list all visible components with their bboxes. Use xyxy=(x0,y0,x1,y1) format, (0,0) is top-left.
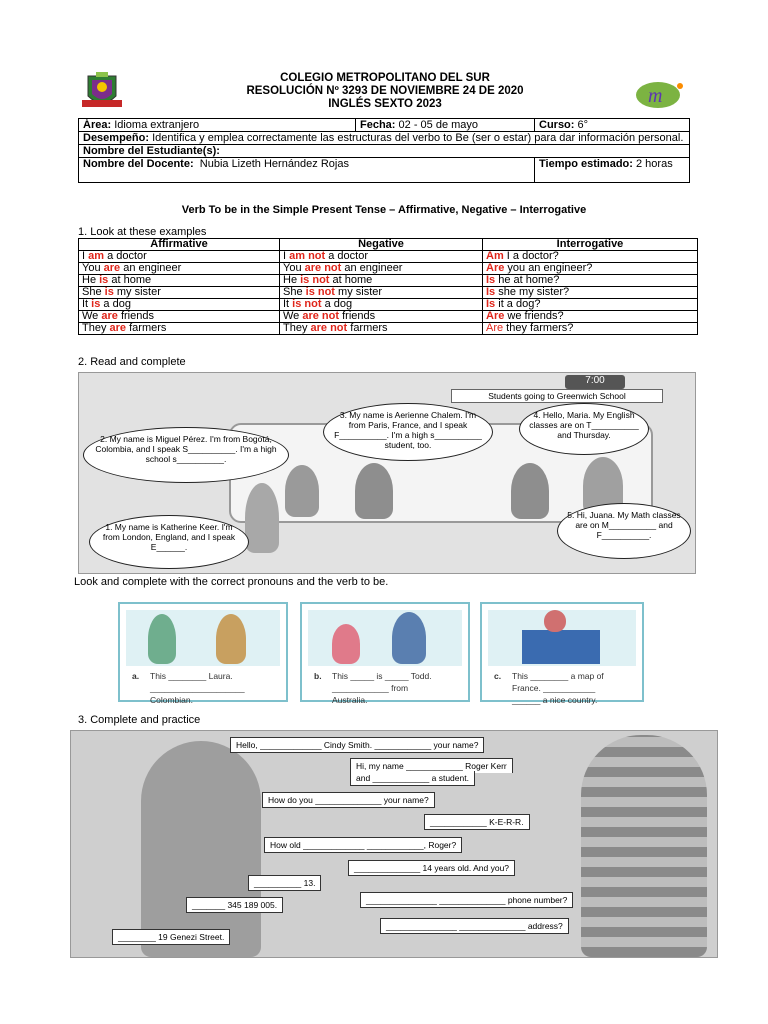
verb-text: Am xyxy=(486,250,504,262)
desempeno-value: Identifica y emplea correctamente las estructuras del verbo to Be (ser o estar) para dar información personal. xyxy=(152,132,684,144)
table-cell xyxy=(280,299,483,311)
subject-text: He xyxy=(283,274,301,286)
verb-text: Is xyxy=(486,274,496,286)
complement-text: they farmers? xyxy=(503,322,574,334)
table-cell xyxy=(280,311,483,323)
card-line: ______ a nice country. xyxy=(512,695,598,705)
table-cell xyxy=(483,251,698,263)
table-cell xyxy=(79,263,280,275)
table-cell xyxy=(79,275,280,287)
dialogue-line: Hi, my name ____________ Roger Kerr xyxy=(350,758,513,773)
girl-figure xyxy=(544,610,566,632)
subject-text: It xyxy=(82,298,92,310)
curso-value: 6° xyxy=(577,119,589,131)
desempeno-label: Desempeño: xyxy=(83,132,150,144)
verb-text: are not xyxy=(304,262,342,274)
bus-illustration xyxy=(78,372,696,574)
verb-text: Are xyxy=(486,322,504,334)
dialogue-line: __________ 13. xyxy=(248,875,321,891)
section-2-heading: 2. Read and complete xyxy=(78,356,186,368)
complement-text: she my sister? xyxy=(495,286,570,298)
dialogue-line: How do you ______________ your name? xyxy=(262,792,435,808)
speech-bubble-4: 4. Hello, Maria. My English classes are on T__________ and Thursday. xyxy=(519,403,649,455)
card-line: ____________ from xyxy=(332,683,409,693)
table-cell xyxy=(79,287,280,299)
clock-display: 7:00 xyxy=(565,375,625,389)
school-name: COLEGIO METROPOLITANO DEL SUR xyxy=(280,72,490,84)
boy-figure xyxy=(148,614,176,664)
verb-text: are not xyxy=(302,310,340,322)
fecha-label: Fecha: xyxy=(360,119,396,131)
complement-text: at home xyxy=(108,274,152,286)
picture-card-a xyxy=(118,602,288,705)
dialogue-line: _______ 345 189 005. xyxy=(186,897,283,913)
complement-text: it a dog? xyxy=(495,298,541,310)
student-figure xyxy=(285,465,319,517)
table-cell xyxy=(483,323,698,335)
sign-banner: Students going to Greenwich School xyxy=(451,389,663,403)
complement-text: at home xyxy=(329,274,373,286)
subject-text: They xyxy=(283,322,311,334)
complement-text: a doctor xyxy=(325,250,368,262)
subject-text: I xyxy=(283,250,290,262)
tiempo-label: Tiempo estimado: xyxy=(539,158,633,170)
card-line: This _____ is _____ Todd. xyxy=(332,671,432,681)
complement-text: a dog xyxy=(100,298,131,310)
boy-figure xyxy=(392,612,426,664)
table-cell xyxy=(79,251,280,263)
dialogue-line: How old _____________ ____________, Roger? xyxy=(264,837,462,853)
verb-text: is xyxy=(99,274,109,286)
verb-text: Is xyxy=(486,286,496,298)
verb-text: are xyxy=(103,262,121,274)
student-figure xyxy=(511,463,549,519)
area-label: Área: xyxy=(83,119,112,131)
subject-text: She xyxy=(82,286,105,298)
col-affirmative: Affirmative xyxy=(79,239,280,251)
verb-text: are not xyxy=(310,322,348,334)
table-cell xyxy=(280,287,483,299)
speech-bubble-3: 3. My name is Aerienne Chalem. I'm from Paris, France, and I speak F__________. I'm a high s__________ student, too. xyxy=(323,403,493,461)
france-map xyxy=(522,630,600,664)
verb-text: are xyxy=(101,310,118,322)
complement-text: I a doctor? xyxy=(503,250,559,262)
picture-card-c xyxy=(480,602,644,705)
table-row xyxy=(79,275,698,287)
svg-text:m: m xyxy=(648,85,663,107)
tiempo-value: 2 horas xyxy=(636,158,673,170)
section-3-heading: 3. Complete and practice xyxy=(78,714,201,726)
verb-text: is not xyxy=(300,274,330,286)
card-line: Colombian. xyxy=(150,695,193,705)
info-table xyxy=(78,118,690,183)
document-header xyxy=(150,72,620,111)
section-1-heading: 1. Look at these examples xyxy=(78,226,207,238)
complement-text: my sister xyxy=(334,286,383,298)
card-letter: b. xyxy=(314,671,322,681)
verb-text: is not xyxy=(305,286,335,298)
dialogue-line: ______________ 14 years old. And you? xyxy=(348,860,515,876)
complement-text: a dog xyxy=(321,298,353,310)
girl-figure xyxy=(141,741,261,957)
card-image xyxy=(488,610,636,666)
verb-text: Are xyxy=(486,310,505,322)
table-row xyxy=(79,323,698,335)
docente-value: Nubia Lizeth Hernández Rojas xyxy=(199,158,349,170)
card-line: Australia. xyxy=(332,695,368,705)
col-negative: Negative xyxy=(280,239,483,251)
subject-text: She xyxy=(283,286,306,298)
table-cell xyxy=(280,275,483,287)
lesson-title: Verb To be in the Simple Present Tense – Affirmative, Negative – Interrogative xyxy=(181,204,587,216)
table-cell xyxy=(280,323,483,335)
subject-text: We xyxy=(82,310,102,322)
card-line: This ________ a map of xyxy=(512,671,604,681)
speech-bubble-1: 1. My name is Katherine Keer. I'm from London, England, and I speak E______. xyxy=(89,515,249,569)
complement-text: an engineer xyxy=(120,262,182,274)
complement-text: we friends? xyxy=(504,310,564,322)
verb-text: is xyxy=(104,286,114,298)
examples-table xyxy=(78,238,698,335)
table-cell xyxy=(483,263,698,275)
card-image xyxy=(126,610,280,666)
table-cell xyxy=(280,263,483,275)
complement-text: a doctor xyxy=(104,250,147,262)
speech-bubble-5: 5. Hi, Juana. My Math classes are on M__________ and F__________. xyxy=(557,503,691,559)
girl-figure xyxy=(216,614,246,664)
complement-text: he at home? xyxy=(495,274,560,286)
table-cell xyxy=(483,299,698,311)
resolution: RESOLUCIÓN Nº 3293 DE NOVIEMBRE 24 DE 2020 xyxy=(246,85,524,97)
brand-m-logo xyxy=(634,80,686,110)
table-row xyxy=(79,251,698,263)
dialogue-line: ____________ K-E-R-R. xyxy=(424,814,530,830)
complement-text: farmers xyxy=(126,322,167,334)
boy-figure xyxy=(581,735,707,957)
subject-text: I xyxy=(82,250,89,262)
area-value: Idioma extranjero xyxy=(114,119,200,131)
student-name-label: Nombre del Estudiante(s): xyxy=(79,145,690,158)
verb-text: am xyxy=(88,250,105,262)
table-cell xyxy=(280,251,483,263)
table-cell xyxy=(483,275,698,287)
verb-text: am not xyxy=(289,250,326,262)
table-row xyxy=(79,311,698,323)
table-cell xyxy=(79,311,280,323)
fecha-value: 02 - 05 de mayo xyxy=(398,119,479,131)
pronouns-instruction: Look and complete with the correct pronouns and the verb to be. xyxy=(74,576,389,588)
subject-text: They xyxy=(82,322,110,334)
table-cell xyxy=(483,287,698,299)
complement-text: my sister xyxy=(113,286,161,298)
table-row xyxy=(79,299,698,311)
card-letter: c. xyxy=(494,671,502,681)
dialogue-line: ________ 19 Genezi Street. xyxy=(112,929,230,945)
verb-text: Are xyxy=(486,262,505,274)
verb-text: is xyxy=(91,298,101,310)
table-cell xyxy=(483,311,698,323)
picture-card-b xyxy=(300,602,470,705)
table-row xyxy=(79,287,698,299)
verb-text: Is xyxy=(486,298,496,310)
verb-text: is not xyxy=(292,298,322,310)
complement-text: farmers xyxy=(347,322,388,334)
table-cell xyxy=(79,299,280,311)
card-letter: a. xyxy=(132,671,140,681)
curso-label: Curso: xyxy=(539,119,575,131)
col-interrogative: Interrogative xyxy=(483,239,698,251)
table-cell xyxy=(79,323,280,335)
course-title: INGLÉS SEXTO 2023 xyxy=(328,98,442,110)
subject-text: You xyxy=(283,262,305,274)
dialogue-line: Hello, _____________ Cindy Smith. ____________ your name? xyxy=(230,737,484,753)
complement-text: you an engineer? xyxy=(504,262,593,274)
student-figure xyxy=(245,483,279,553)
student-figure xyxy=(355,463,393,519)
docente-label: Nombre del Docente: xyxy=(83,158,194,170)
dialogue-line: and ____________ a student. xyxy=(350,771,475,786)
school-crest-logo xyxy=(78,70,126,114)
dialogue-line: _______________ ______________ phone number? xyxy=(360,892,573,908)
complement-text: an engineer xyxy=(341,262,403,274)
card-line: This ________ Laura. xyxy=(150,671,233,681)
subject-text: You xyxy=(82,262,104,274)
table-row xyxy=(79,263,698,275)
verb-text: are xyxy=(109,322,127,334)
speech-bubble-2: 2. My name is Miguel Pérez. I'm from Bogotá, Colombia, and I speak S__________. I'm a high school s__________. xyxy=(83,427,289,483)
subject-text: It xyxy=(283,298,293,310)
card-line: ____________________ xyxy=(150,683,245,693)
complement-text: friends xyxy=(117,310,154,322)
subject-text: We xyxy=(283,310,303,322)
subject-text: He xyxy=(82,274,100,286)
dialogue-line: _______________ ______________ address? xyxy=(380,918,569,934)
complement-text: friends xyxy=(339,310,376,322)
girl-figure xyxy=(332,624,360,664)
card-line: France. ___________ xyxy=(512,683,596,693)
card-image xyxy=(308,610,462,666)
